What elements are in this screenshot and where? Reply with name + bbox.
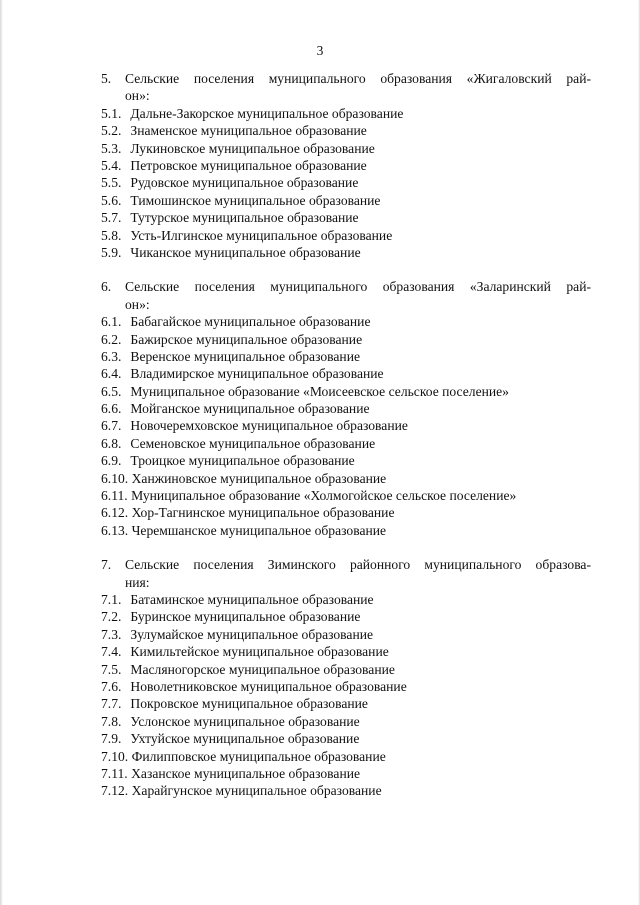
list-item — [101, 192, 591, 209]
item-text: Лукиновское муниципальное образование — [130, 140, 375, 156]
list-item — [101, 140, 591, 157]
list-item — [101, 400, 591, 417]
section-heading — [101, 278, 591, 313]
item-number: 7.2. — [101, 609, 122, 625]
item-text: Ханжиновское муниципальное образование — [131, 470, 387, 486]
section-heading-continuation: он»: — [125, 88, 150, 104]
item-text: Муниципальное образование «Холмогойское сельское поселение» — [131, 488, 517, 504]
section-number: 6. — [101, 279, 112, 295]
list-item — [101, 782, 591, 799]
item-number: 5.4. — [101, 157, 122, 173]
item-number: 6.11. — [101, 488, 128, 504]
item-number: 6.9. — [101, 453, 122, 469]
item-number: 7.6. — [101, 678, 122, 694]
section-5 — [101, 70, 591, 261]
list-item — [101, 157, 591, 174]
item-text: Знаменское муниципальное образование — [130, 123, 367, 139]
item-text: Кимильтейское муниципальное образование — [130, 644, 389, 660]
item-number: 5.2. — [101, 123, 122, 139]
item-number: 6.13. — [101, 522, 129, 538]
list-item — [101, 748, 591, 765]
item-text: Усть-Илгинское муниципальное образование — [130, 227, 393, 243]
item-number: 7.7. — [101, 696, 122, 712]
item-text: Новолетниковское муниципальное образование — [130, 678, 407, 694]
list-item — [101, 487, 591, 504]
list-item — [101, 417, 591, 434]
list-item — [101, 730, 591, 747]
section-heading — [101, 556, 591, 591]
section-heading-line: Сельские поселения Зиминского районного муниципального образова- — [125, 557, 591, 573]
item-text: Черемшанское муниципальное образование — [131, 522, 387, 538]
list-item — [101, 435, 591, 452]
item-number: 7.9. — [101, 731, 122, 747]
item-number: 6.4. — [101, 366, 122, 382]
list-item — [101, 661, 591, 678]
item-number: 7.4. — [101, 644, 122, 660]
item-text: Мойганское муниципальное образование — [130, 401, 370, 417]
list-item — [101, 105, 591, 122]
item-text: Троицкое муниципальное образование — [130, 453, 355, 469]
item-text: Чиканское муниципальное образование — [130, 244, 361, 260]
item-number: 7.8. — [101, 713, 122, 729]
item-number: 7.12. — [101, 783, 129, 799]
list-item — [101, 470, 591, 487]
item-number: 6.1. — [101, 314, 122, 330]
list-item — [101, 348, 591, 365]
item-text: Хор-Тагнинское муниципальное образование — [131, 505, 395, 521]
document-body — [101, 70, 591, 817]
item-number: 7.5. — [101, 661, 122, 677]
section-heading-continuation: он»: — [125, 296, 150, 312]
item-number: 6.10. — [101, 470, 129, 486]
item-text: Тутурское муниципальное образование — [130, 210, 359, 226]
list-item — [101, 678, 591, 695]
section-heading-continuation: ния: — [125, 574, 150, 590]
item-number: 6.7. — [101, 418, 122, 434]
item-text: Новочеремховское муниципальное образование — [130, 418, 408, 434]
section-7 — [101, 556, 591, 800]
list-item — [101, 643, 591, 660]
item-text: Масляногорское муниципальное образование — [130, 661, 395, 677]
section-number: 5. — [101, 71, 112, 86]
item-text: Филипповское муниципальное образование — [131, 748, 386, 764]
list-item — [101, 174, 591, 191]
list-item — [101, 331, 591, 348]
item-text: Бабагайское муниципальное образование — [130, 314, 371, 330]
item-text: Покровское муниципальное образование — [130, 696, 368, 712]
item-text: Ухтуйское муниципальное образование — [130, 731, 360, 747]
list-item — [101, 713, 591, 730]
item-text: Дальне-Закорское муниципальное образование — [130, 105, 404, 121]
item-number: 5.3. — [101, 140, 122, 156]
item-number: 5.1. — [101, 105, 122, 121]
item-text: Бажирское муниципальное образование — [130, 331, 363, 347]
item-text: Зулумайское муниципальное образование — [130, 626, 374, 642]
list-item — [101, 695, 591, 712]
item-number: 5.5. — [101, 175, 122, 191]
item-text: Петровское муниципальное образование — [130, 157, 367, 173]
item-text: Веренское муниципальное образование — [130, 348, 361, 364]
item-number: 5.9. — [101, 244, 122, 260]
list-item — [101, 244, 591, 261]
list-item — [101, 765, 591, 782]
item-number: 6.12. — [101, 505, 129, 521]
item-text: Тимошинское муниципальное образование — [130, 192, 381, 208]
list-item — [101, 626, 591, 643]
list-item — [101, 313, 591, 330]
item-text: Харайгунское муниципальное образование — [131, 783, 382, 799]
list-item — [101, 452, 591, 469]
item-number: 6.5. — [101, 383, 122, 399]
item-text: Батаминское муниципальное образование — [130, 592, 374, 608]
item-number: 7.10. — [101, 748, 129, 764]
item-number: 5.8. — [101, 227, 122, 243]
section-heading — [101, 70, 591, 105]
item-number: 6.2. — [101, 331, 122, 347]
item-number: 7.1. — [101, 592, 122, 608]
item-number: 5.6. — [101, 192, 122, 208]
item-number: 6.3. — [101, 348, 122, 364]
item-number: 7.3. — [101, 626, 122, 642]
list-item — [101, 608, 591, 625]
list-item — [101, 122, 591, 139]
item-text: Буринское муниципальное образование — [130, 609, 361, 625]
item-number: 6.8. — [101, 435, 122, 451]
list-item — [101, 591, 591, 608]
list-item — [101, 504, 591, 521]
list-item — [101, 365, 591, 382]
list-item — [101, 522, 591, 539]
section-6 — [101, 278, 591, 539]
scan-edge-left — [0, 0, 3, 905]
item-text: Владимирское муниципальное образование — [130, 366, 384, 382]
item-text: Услонское муниципальное образование — [130, 713, 360, 729]
list-item — [101, 383, 591, 400]
item-text: Семеновское муниципальное образование — [130, 435, 376, 451]
list-item — [101, 209, 591, 226]
list-item — [101, 227, 591, 244]
item-text: Рудовское муниципальное образование — [130, 175, 359, 191]
page-number: 3 — [316, 43, 324, 58]
section-heading-line: Сельские поселения муниципального образования «Жигаловский рай- — [125, 71, 591, 86]
item-text: Муниципальное образование «Моисеевское сельское поселение» — [130, 383, 509, 399]
item-text: Хазанское муниципальное образование — [131, 765, 361, 781]
section-number: 7. — [101, 557, 112, 573]
item-number: 5.7. — [101, 210, 122, 226]
section-heading-line: Сельские поселения муниципального образования «Заларинский рай- — [125, 279, 591, 295]
item-number: 7.11. — [101, 765, 128, 781]
item-number: 6.6. — [101, 401, 122, 417]
